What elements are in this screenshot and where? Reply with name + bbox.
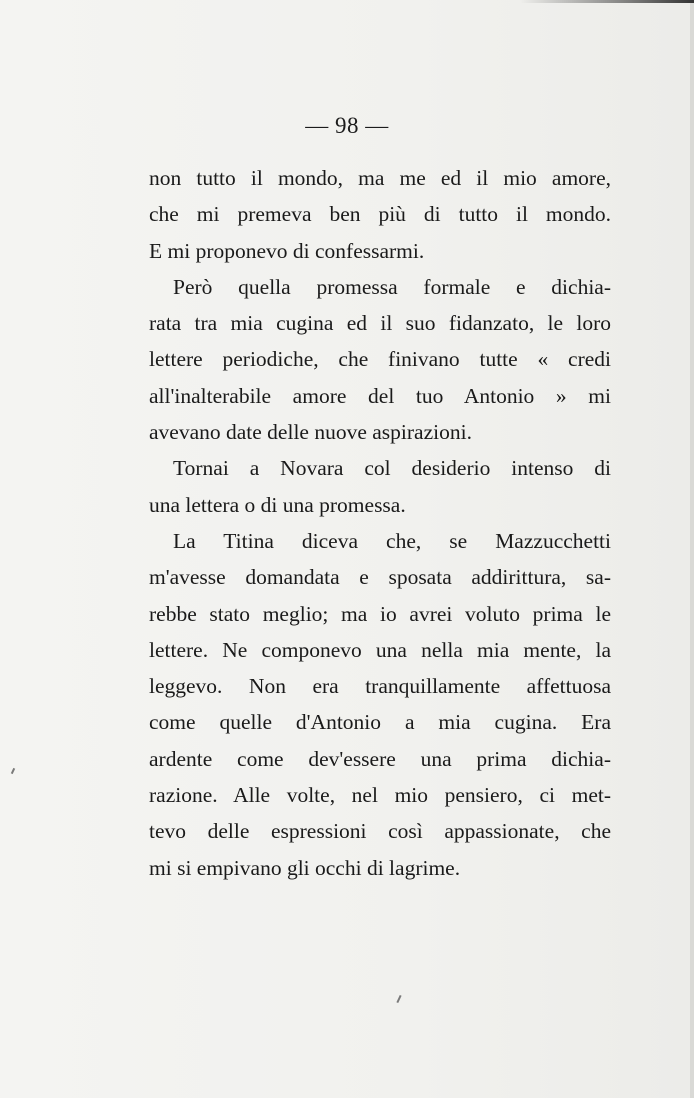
body-text: [149, 160, 611, 886]
paper-speck: [11, 768, 15, 774]
text-line: La Titina diceva che, se Mazzucchetti: [173, 528, 611, 553]
text-line: avevano date delle nuove aspirazioni.: [149, 420, 472, 445]
text-line: rata tra mia cugina ed il suo fidanzato, le loro: [149, 311, 611, 336]
text-line: all'inalterabile amore del tuo Antonio » mi: [149, 383, 611, 408]
text-line: lettere periodiche, che finivano tutte « credi: [149, 347, 611, 372]
text-line: non tutto il mondo, ma me ed il mio amore,: [149, 166, 611, 190]
text-line: Però quella promessa formale e dichia-: [173, 274, 611, 299]
text-line: lettere. Ne componevo una nella mia mente, la: [149, 637, 611, 662]
text-line: tevo delle espressioni così appassionate, che: [149, 819, 611, 844]
text-line: che mi premeva ben più di tutto il mondo.: [149, 202, 611, 227]
text-line: rebbe stato meglio; ma io avrei voluto prima le: [149, 601, 611, 626]
paper-speck: [396, 995, 401, 1003]
text-line: ardente come dev'essere una prima dichia-: [149, 746, 611, 771]
text-line: razione. Alle volte, nel mio pensiero, ci met-: [149, 783, 611, 808]
page-edge-shadow: [520, 0, 694, 3]
page-number-header: — 98 —: [305, 113, 389, 138]
text-line: una lettera o di una promessa.: [149, 492, 406, 517]
text-line: come quelle d'Antonio a mia cugina. Era: [149, 710, 611, 735]
text-line: m'avesse domandata e sposata addirittura, sa-: [149, 565, 611, 590]
text-line: E mi proponevo di confessarmi.: [149, 238, 425, 263]
text-line: Tornai a Novara col desiderio intenso di: [173, 456, 611, 481]
text-line: leggevo. Non era tranquillamente affettuosa: [149, 674, 611, 699]
text-line: mi si empivano gli occhi di lagrime.: [149, 855, 461, 880]
